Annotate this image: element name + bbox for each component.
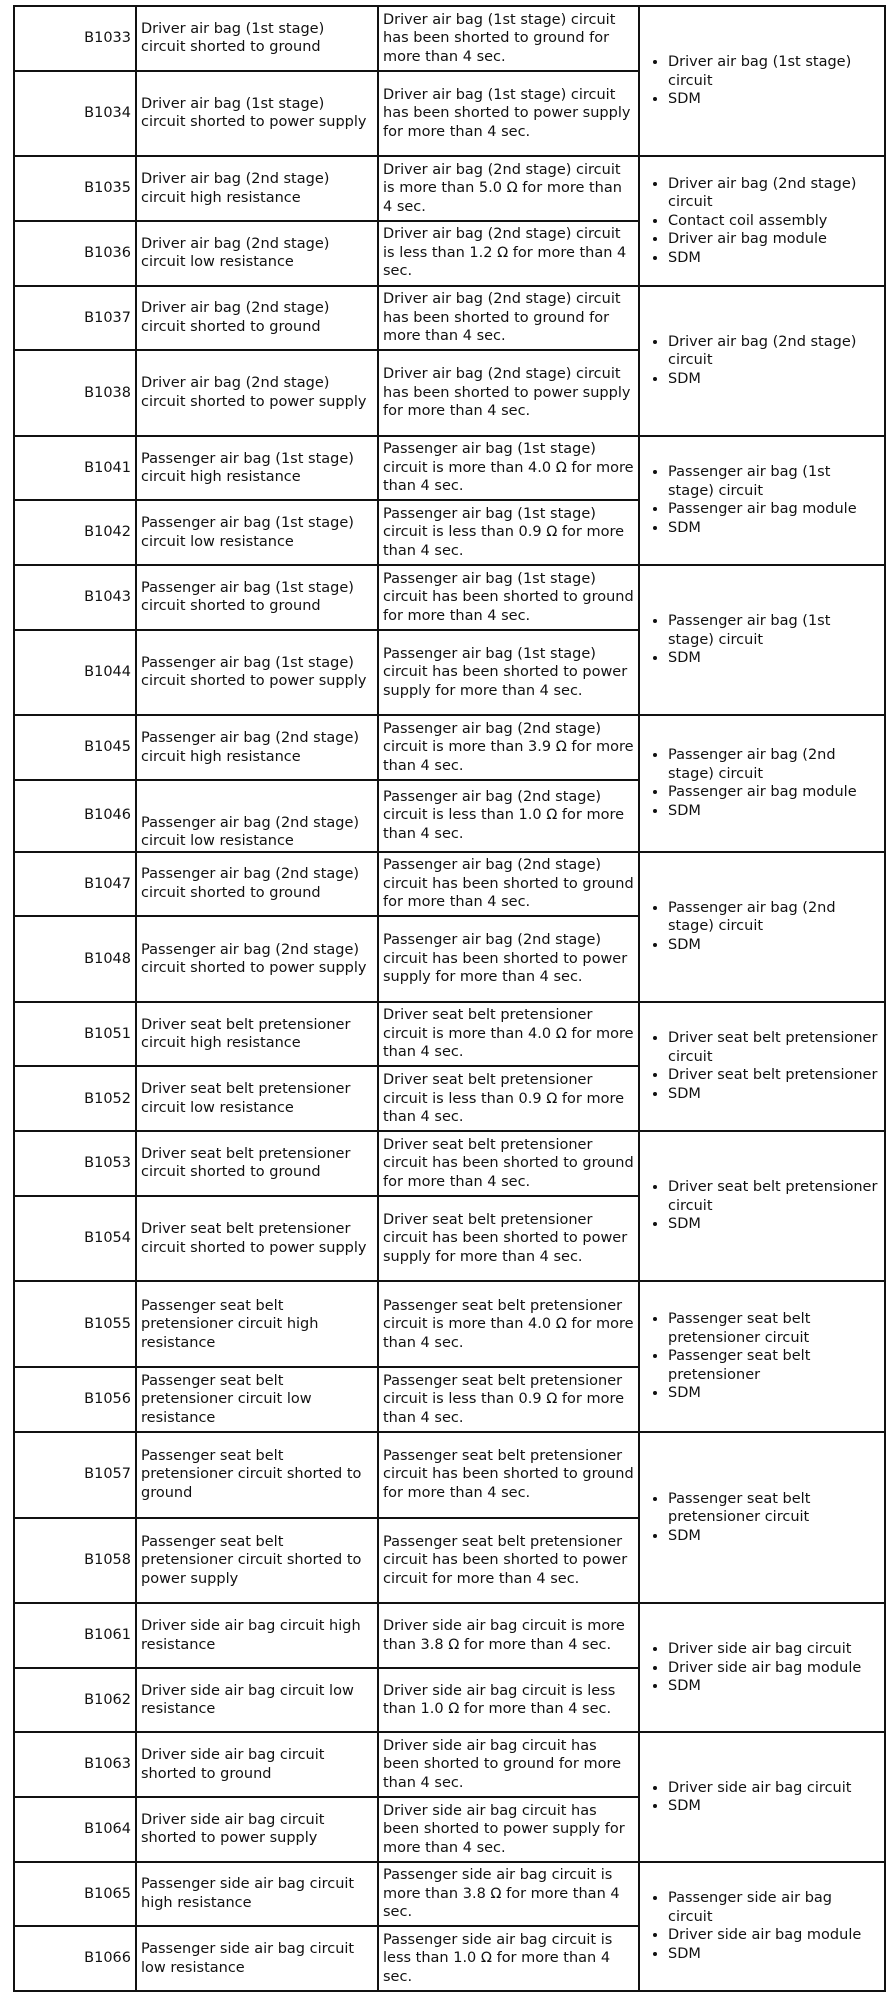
dtc-description: Passenger side air bag circuit low resistance — [136, 1926, 378, 1991]
dtc-description: Passenger side air bag circuit high resistance — [136, 1862, 378, 1927]
trouble-area-item: • SDM — [668, 1085, 880, 1104]
trouble-area-cell — [639, 1432, 885, 1604]
trouble-area-item: • SDM — [668, 249, 880, 268]
trouble-area-item: • Passenger air bag module — [668, 783, 880, 802]
dtc-description: Passenger air bag (1st stage) circuit shorted to power supply — [136, 630, 378, 716]
table-row — [14, 1002, 885, 1067]
trouble-area-item: • Passenger seat belt pretensioner — [668, 1347, 880, 1384]
dtc-code: B1052 — [14, 1066, 136, 1131]
dtc-description: Driver side air bag circuit shorted to power supply — [136, 1797, 378, 1862]
trouble-area-list — [644, 1889, 880, 1963]
trouble-area-item: • SDM — [668, 1527, 880, 1546]
dtc-detecting-condition: Driver seat belt pretensioner circuit is more than 4.0 Ω for more than 4 sec. — [378, 1002, 639, 1067]
dtc-code: B1058 — [14, 1518, 136, 1604]
dtc-code: B1044 — [14, 630, 136, 716]
dtc-table — [13, 5, 886, 1992]
dtc-detecting-condition: Passenger seat belt pretensioner circuit has been shorted to power circuit for more than 4 sec. — [378, 1518, 639, 1604]
trouble-area-cell — [639, 1131, 885, 1281]
dtc-code: B1047 — [14, 852, 136, 917]
dtc-detecting-condition: Driver side air bag circuit has been shorted to power supply for more than 4 sec. — [378, 1797, 639, 1862]
dtc-detecting-condition: Passenger air bag (1st stage) circuit is more than 4.0 Ω for more than 4 sec. — [378, 436, 639, 501]
dtc-detecting-condition: Passenger side air bag circuit is more than 3.8 Ω for more than 4 sec. — [378, 1862, 639, 1927]
dtc-code: B1033 — [14, 6, 136, 71]
dtc-description: Driver air bag (2nd stage) circuit high resistance — [136, 156, 378, 221]
dtc-code: B1054 — [14, 1196, 136, 1282]
table-row — [14, 565, 885, 630]
dtc-detecting-condition: Passenger air bag (1st stage) circuit is less than 0.9 Ω for more than 4 sec. — [378, 500, 639, 565]
trouble-area-cell — [639, 1732, 885, 1861]
trouble-area-item: • SDM — [668, 802, 880, 821]
dtc-code: B1037 — [14, 286, 136, 351]
dtc-detecting-condition: Driver air bag (1st stage) circuit has been shorted to power supply for more than 4 sec. — [378, 71, 639, 157]
dtc-description: Passenger air bag (2nd stage) circuit high resistance — [136, 715, 378, 780]
dtc-description: Passenger air bag (2nd stage) circuit shorted to power supply — [136, 916, 378, 1002]
trouble-area-item: • SDM — [668, 1677, 880, 1696]
dtc-detecting-condition: Driver air bag (2nd stage) circuit is less than 1.2 Ω for more than 4 sec. — [378, 221, 639, 286]
dtc-detecting-condition: Driver air bag (2nd stage) circuit has been shorted to power supply for more than 4 sec. — [378, 350, 639, 436]
trouble-area-list — [644, 1779, 880, 1816]
trouble-area-item: • Passenger seat belt pretensioner circuit — [668, 1310, 880, 1347]
trouble-area-item: • Passenger air bag (2nd stage) circuit — [668, 746, 880, 783]
dtc-description: Driver air bag (1st stage) circuit shorted to ground — [136, 6, 378, 71]
trouble-area-item: • SDM — [668, 936, 880, 955]
dtc-code: B1041 — [14, 436, 136, 501]
trouble-area-item: • SDM — [668, 1797, 880, 1816]
trouble-area-list — [644, 1490, 880, 1546]
dtc-detecting-condition: Passenger air bag (2nd stage) circuit is more than 3.9 Ω for more than 4 sec. — [378, 715, 639, 780]
trouble-area-item: • Driver air bag (2nd stage) circuit — [668, 175, 880, 212]
table-row — [14, 1732, 885, 1797]
trouble-area-item: • Passenger seat belt pretensioner circuit — [668, 1490, 880, 1527]
dtc-code: B1034 — [14, 71, 136, 157]
dtc-code: B1056 — [14, 1367, 136, 1432]
trouble-area-list — [644, 53, 880, 109]
dtc-code: B1051 — [14, 1002, 136, 1067]
table-row — [14, 852, 885, 917]
dtc-detecting-condition: Driver seat belt pretensioner circuit has been shorted to ground for more than 4 sec. — [378, 1131, 639, 1196]
trouble-area-list — [644, 175, 880, 268]
dtc-description: Driver air bag (2nd stage) circuit low resistance — [136, 221, 378, 286]
trouble-area-item: • Contact coil assembly — [668, 212, 880, 231]
trouble-area-list — [644, 1178, 880, 1234]
dtc-code: B1035 — [14, 156, 136, 221]
trouble-area-list — [644, 899, 880, 955]
dtc-description: Driver air bag (2nd stage) circuit shorted to ground — [136, 286, 378, 351]
dtc-code: B1064 — [14, 1797, 136, 1862]
trouble-area-item: • Driver side air bag module — [668, 1926, 880, 1945]
dtc-description: Passenger air bag (2nd stage) circuit shorted to ground — [136, 852, 378, 917]
trouble-area-list — [644, 746, 880, 820]
dtc-detecting-condition: Passenger air bag (2nd stage) circuit has been shorted to power supply for more than 4 sec. — [378, 916, 639, 1002]
table-row — [14, 1281, 885, 1367]
trouble-area-cell — [639, 6, 885, 156]
dtc-description: Passenger seat belt pretensioner circuit high resistance — [136, 1281, 378, 1367]
trouble-area-item: • Passenger air bag (2nd stage) circuit — [668, 899, 880, 936]
table-row — [14, 286, 885, 351]
trouble-area-item: • Passenger air bag (1st stage) circuit — [668, 612, 880, 649]
dtc-code: B1036 — [14, 221, 136, 286]
trouble-area-cell — [639, 1862, 885, 1991]
dtc-code: B1057 — [14, 1432, 136, 1518]
trouble-area-item: • Driver side air bag module — [668, 1659, 880, 1678]
trouble-area-item: • Driver seat belt pretensioner circuit — [668, 1029, 880, 1066]
trouble-area-item: • Passenger air bag (1st stage) circuit — [668, 463, 880, 500]
trouble-area-item: • Passenger side air bag circuit — [668, 1889, 880, 1926]
trouble-area-cell — [639, 1603, 885, 1732]
dtc-code: B1053 — [14, 1131, 136, 1196]
dtc-description: Driver air bag (2nd stage) circuit shorted to power supply — [136, 350, 378, 436]
dtc-description: Driver seat belt pretensioner circuit high resistance — [136, 1002, 378, 1067]
trouble-area-list — [644, 463, 880, 537]
dtc-code: B1045 — [14, 715, 136, 780]
table-row — [14, 1603, 885, 1668]
dtc-code: B1046 — [14, 780, 136, 852]
dtc-description: Passenger seat belt pretensioner circuit low resistance — [136, 1367, 378, 1432]
dtc-code: B1066 — [14, 1926, 136, 1991]
table-row — [14, 1131, 885, 1196]
trouble-area-cell — [639, 565, 885, 715]
dtc-detecting-condition: Driver air bag (2nd stage) circuit is more than 5.0 Ω for more than 4 sec. — [378, 156, 639, 221]
trouble-area-item: • SDM — [668, 370, 880, 389]
dtc-detecting-condition: Passenger seat belt pretensioner circuit is more than 4.0 Ω for more than 4 sec. — [378, 1281, 639, 1367]
trouble-area-item: • Driver air bag (2nd stage) circuit — [668, 333, 880, 370]
table-row — [14, 1432, 885, 1518]
dtc-detecting-condition: Passenger air bag (1st stage) circuit has been shorted to ground for more than 4 sec. — [378, 565, 639, 630]
dtc-detecting-condition: Passenger seat belt pretensioner circuit has been shorted to ground for more than 4 sec. — [378, 1432, 639, 1518]
dtc-description: Passenger seat belt pretensioner circuit shorted to power supply — [136, 1518, 378, 1604]
dtc-code: B1063 — [14, 1732, 136, 1797]
dtc-detecting-condition: Passenger side air bag circuit is less than 1.0 Ω for more than 4 sec. — [378, 1926, 639, 1991]
trouble-area-cell — [639, 286, 885, 436]
trouble-area-cell — [639, 1281, 885, 1431]
trouble-area-list — [644, 1640, 880, 1696]
dtc-description: Driver side air bag circuit high resistance — [136, 1603, 378, 1668]
dtc-detecting-condition: Driver seat belt pretensioner circuit has been shorted to power supply for more than 4 sec. — [378, 1196, 639, 1282]
dtc-detecting-condition: Driver air bag (1st stage) circuit has been shorted to ground for more than 4 sec. — [378, 6, 639, 71]
dtc-code: B1065 — [14, 1862, 136, 1927]
table-row — [14, 6, 885, 71]
trouble-area-list — [644, 333, 880, 389]
dtc-code: B1038 — [14, 350, 136, 436]
dtc-description: Driver seat belt pretensioner circuit shorted to power supply — [136, 1196, 378, 1282]
trouble-area-item: • SDM — [668, 1215, 880, 1234]
trouble-area-cell — [639, 156, 885, 285]
trouble-area-item: • SDM — [668, 1945, 880, 1964]
trouble-area-list — [644, 1310, 880, 1403]
trouble-area-item: • SDM — [668, 649, 880, 668]
trouble-area-item: • Driver air bag module — [668, 230, 880, 249]
trouble-area-cell — [639, 436, 885, 565]
dtc-code: B1048 — [14, 916, 136, 1002]
trouble-area-item: • Driver seat belt pretensioner circuit — [668, 1178, 880, 1215]
trouble-area-item: • Passenger air bag module — [668, 500, 880, 519]
dtc-detecting-condition: Passenger seat belt pretensioner circuit is less than 0.9 Ω for more than 4 sec. — [378, 1367, 639, 1432]
trouble-area-item: • Driver side air bag circuit — [668, 1640, 880, 1659]
dtc-description: Passenger seat belt pretensioner circuit shorted to ground — [136, 1432, 378, 1518]
dtc-description: Driver air bag (1st stage) circuit shorted to power supply — [136, 71, 378, 157]
table-row — [14, 436, 885, 501]
dtc-detecting-condition: Driver air bag (2nd stage) circuit has been shorted to ground for more than 4 sec. — [378, 286, 639, 351]
dtc-description: Passenger air bag (2nd stage) circuit low resistance — [136, 780, 378, 852]
dtc-detecting-condition: Driver side air bag circuit is more than 3.8 Ω for more than 4 sec. — [378, 1603, 639, 1668]
trouble-area-item: • Driver side air bag circuit — [668, 1779, 880, 1798]
dtc-description: Driver seat belt pretensioner circuit low resistance — [136, 1066, 378, 1131]
dtc-detecting-condition: Driver seat belt pretensioner circuit is less than 0.9 Ω for more than 4 sec. — [378, 1066, 639, 1131]
trouble-area-cell — [639, 1002, 885, 1131]
dtc-detecting-condition: Passenger air bag (2nd stage) circuit is less than 1.0 Ω for more than 4 sec. — [378, 780, 639, 852]
dtc-description: Driver side air bag circuit low resistance — [136, 1668, 378, 1733]
dtc-description: Passenger air bag (1st stage) circuit high resistance — [136, 436, 378, 501]
dtc-code: B1042 — [14, 500, 136, 565]
table-row — [14, 1862, 885, 1927]
trouble-area-cell — [639, 715, 885, 851]
trouble-area-item: • SDM — [668, 90, 880, 109]
dtc-code: B1062 — [14, 1668, 136, 1733]
dtc-detecting-condition: Driver side air bag circuit is less than 1.0 Ω for more than 4 sec. — [378, 1668, 639, 1733]
dtc-detecting-condition: Passenger air bag (2nd stage) circuit has been shorted to ground for more than 4 sec. — [378, 852, 639, 917]
trouble-area-item: • SDM — [668, 519, 880, 538]
trouble-area-list — [644, 1029, 880, 1103]
trouble-area-item: • Driver air bag (1st stage) circuit — [668, 53, 880, 90]
dtc-table-body — [14, 6, 885, 1991]
dtc-detecting-condition: Passenger air bag (1st stage) circuit has been shorted to power supply for more than 4 sec. — [378, 630, 639, 716]
dtc-code: B1055 — [14, 1281, 136, 1367]
trouble-area-cell — [639, 852, 885, 1002]
dtc-description: Driver seat belt pretensioner circuit shorted to ground — [136, 1131, 378, 1196]
dtc-description: Passenger air bag (1st stage) circuit shorted to ground — [136, 565, 378, 630]
trouble-area-item: • SDM — [668, 1384, 880, 1403]
trouble-area-list — [644, 612, 880, 668]
table-row — [14, 156, 885, 221]
trouble-area-item: • Driver seat belt pretensioner — [668, 1066, 880, 1085]
dtc-code: B1061 — [14, 1603, 136, 1668]
dtc-description: Passenger air bag (1st stage) circuit low resistance — [136, 500, 378, 565]
dtc-description: Driver side air bag circuit shorted to ground — [136, 1732, 378, 1797]
table-row — [14, 715, 885, 780]
dtc-detecting-condition: Driver side air bag circuit has been shorted to ground for more than 4 sec. — [378, 1732, 639, 1797]
dtc-code: B1043 — [14, 565, 136, 630]
